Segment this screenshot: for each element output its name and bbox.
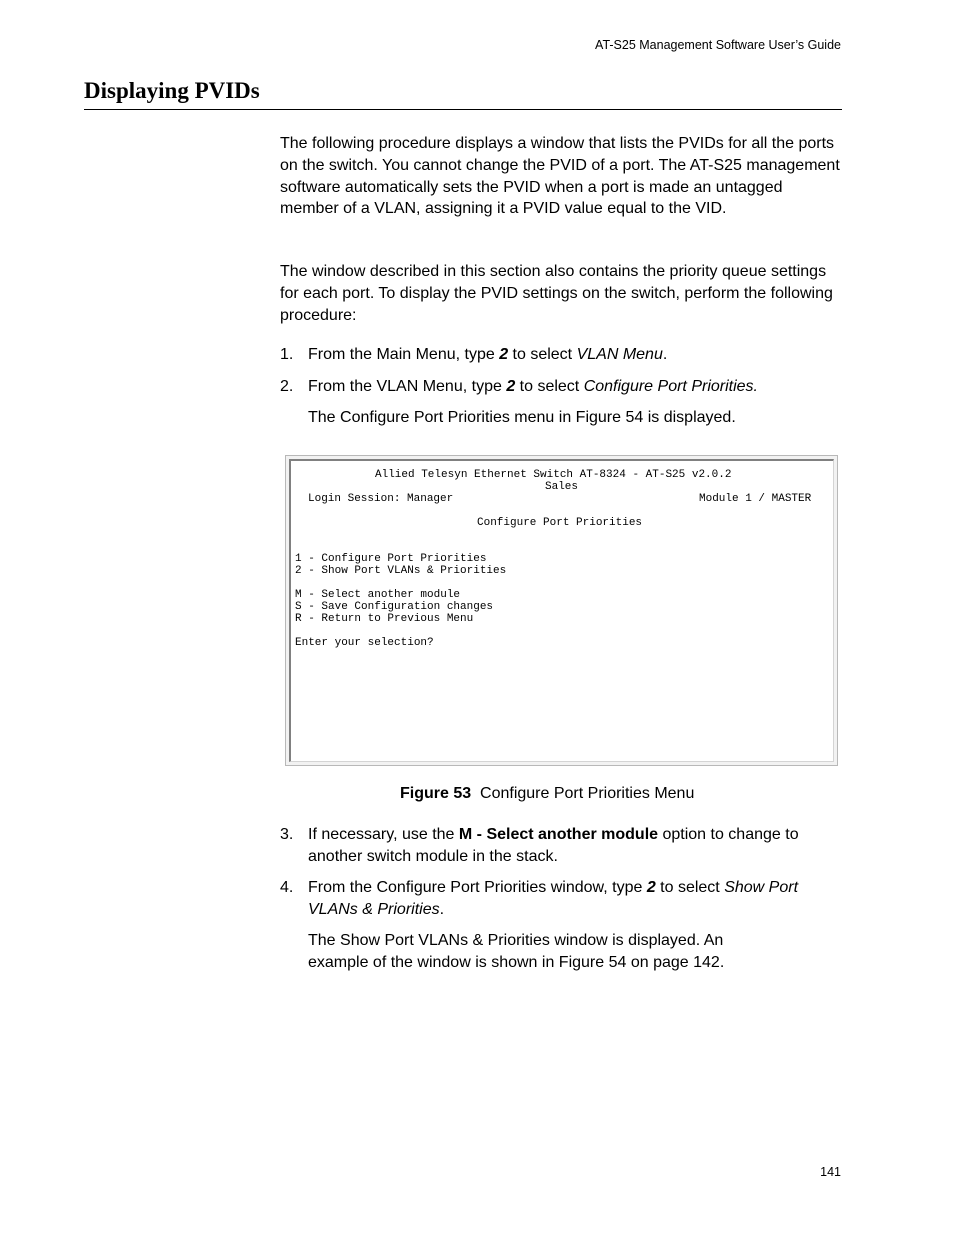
step-2-note: The Configure Port Priorities menu in Figure 54 is displayed. (308, 409, 736, 426)
figure-caption (400, 784, 694, 804)
terminal-option: R - Return to Previous Menu (295, 613, 474, 625)
key-2: 2 (499, 346, 509, 363)
section-title: Displaying PVIDs (84, 78, 260, 103)
step-text: From the VLAN Menu, type 2 to select Configure Port Priorities. (308, 378, 758, 395)
key-2: 2 (646, 879, 656, 896)
option-name: M - Select another module (458, 826, 659, 843)
terminal-screenshot (285, 455, 838, 766)
terminal-option: 2 - Show Port VLANs & Priorities (295, 565, 507, 577)
page-number: 141 (820, 1165, 841, 1179)
figure-label: Figure 53 (400, 785, 472, 802)
terminal-module: Module 1 / MASTER (699, 493, 812, 505)
terminal-option: 1 - Configure Port Priorities (295, 553, 487, 565)
step-text: From the Configure Port Priorities window, type 2 to select Show Port VLANs & Priorities. (308, 879, 799, 918)
step-4-note: The Show Port VLANs & Priorities window is displayed. An example of the window is shown in Figure 54 on page 142. (308, 932, 725, 971)
running-header: AT-S25 Management Software User’s Guide (595, 38, 841, 52)
step-text: If necessary, use the M - Select another module option to change to another switch module in the stack. (308, 826, 799, 865)
priority-paragraph: The window described in this section also contains the priority queue settings for each port. To display the PVID settings on the switch, perform the following procedure: (280, 263, 833, 324)
step-text: From the Main Menu, type 2 to select VLAN Menu. (308, 346, 668, 363)
terminal-window (289, 459, 834, 762)
terminal-option: S - Save Configuration changes (295, 601, 494, 613)
terminal-option: M - Select another module (295, 589, 461, 601)
terminal-switch-title: Allied Telesyn Ethernet Switch AT-8324 - AT-S25 v2.0.2 (375, 469, 732, 481)
terminal-menu-title: Configure Port Priorities (477, 517, 643, 529)
step-number: 2. (280, 378, 294, 395)
intro-paragraph: The following procedure displays a window that lists the PVIDs for all the ports on the switch. You cannot change the PVID of a port. The AT-S25 management software automatically sets the PVID when a port is made an untagged member of a VLAN, assigning it a PVID value equal to the VID. (280, 135, 840, 218)
title-rule (84, 109, 842, 110)
step-number: 4. (280, 879, 294, 896)
terminal-login-session: Login Session: Manager (308, 493, 454, 505)
terminal-prompt: Enter your selection? (295, 637, 434, 649)
terminal-system-name: Sales (545, 481, 579, 493)
key-2: 2 (506, 378, 516, 395)
step-number: 3. (280, 826, 294, 843)
step-number: 1. (280, 346, 294, 363)
figure-caption-text: Configure Port Priorities Menu (480, 785, 695, 802)
